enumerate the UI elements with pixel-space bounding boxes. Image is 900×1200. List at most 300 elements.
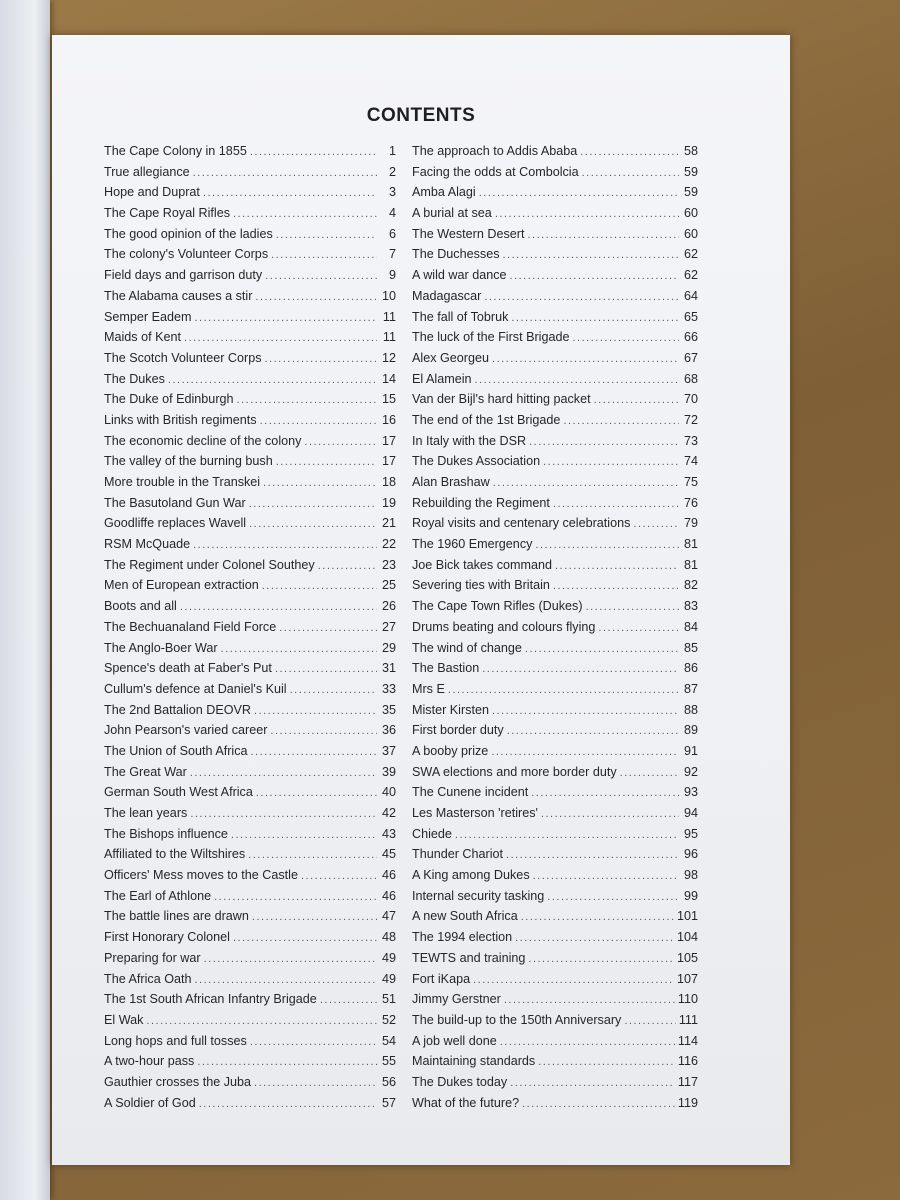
toc-entry-page: 67: [683, 350, 698, 365]
toc-entry: [412, 886, 698, 907]
toc-entry-title: The approach to Addis Ababa: [412, 144, 578, 158]
toc-entry-title: A King among Dukes: [412, 868, 530, 883]
toc-entry-page: 15: [381, 392, 396, 407]
toc-entry: [104, 1093, 396, 1114]
toc-leader-dots: [249, 494, 377, 515]
toc-entry-page: 117: [677, 1074, 698, 1089]
toc-entry-title: Mrs E: [412, 681, 445, 696]
toc-leader-dots: [275, 659, 377, 680]
toc-entry-title: The Basutoland Gun War: [104, 495, 246, 510]
toc-entry-title: A booby prize: [412, 743, 489, 758]
toc-entry: [412, 700, 698, 721]
toc-entry-page: 93: [683, 785, 698, 800]
toc-leader-dots: [251, 742, 377, 763]
toc-leader-dots: [262, 576, 377, 597]
toc-leader-dots: [455, 825, 679, 846]
toc-entry-page: 31: [381, 661, 396, 676]
toc-leader-dots: [304, 432, 377, 453]
toc-entry-title: The Cape Royal Rifles: [104, 206, 230, 221]
toc-leader-dots: [491, 742, 679, 763]
toc-entry-page: 48: [381, 930, 396, 945]
toc-leader-dots: [511, 308, 679, 329]
toc-leader-dots: [553, 576, 679, 597]
toc-leader-dots: [190, 763, 377, 784]
toc-entry: [412, 844, 698, 865]
toc-entry-title: The good opinion of the ladies: [104, 226, 273, 241]
toc-entry: [412, 307, 698, 328]
toc-entry-title: Field days and garrison duty: [104, 268, 263, 283]
toc-entry-title: The Western Desert: [412, 226, 525, 241]
toc-entry-title: The Scotch Volunteer Corps: [104, 350, 262, 365]
toc-entry-title: The Anglo-Boer War: [104, 640, 218, 655]
toc-entry: [104, 886, 396, 907]
toc-entry-title: Maintaining standards: [412, 1054, 536, 1069]
toc-leader-dots: [195, 970, 378, 991]
toc-leader-dots: [553, 494, 679, 515]
toc-entry-page: 36: [381, 723, 396, 738]
toc-entry: [412, 534, 698, 555]
toc-entry-title: The end of the 1st Brigade: [412, 412, 561, 427]
toc-entry-page: 96: [683, 847, 698, 862]
toc-entry-page: 29: [381, 640, 396, 655]
toc-leader-dots: [580, 142, 679, 163]
toc-entry: [104, 679, 396, 700]
toc-entry: [104, 906, 396, 927]
toc-entry-title: The Regiment under Colonel Southey: [104, 557, 315, 572]
toc-leader-dots: [624, 1011, 676, 1032]
toc-entry: [104, 658, 396, 679]
toc-entry-page: 101: [676, 909, 698, 924]
toc-entry-title: The 2nd Battalion DEOVR: [104, 702, 252, 717]
toc-entry: [104, 1072, 396, 1093]
toc-leader-dots: [276, 225, 377, 246]
toc-leader-dots: [263, 473, 377, 494]
toc-entry-page: 37: [381, 743, 396, 758]
toc-leader-dots: [193, 163, 377, 184]
toc-entry-page: 51: [381, 992, 396, 1007]
toc-leader-dots: [146, 1011, 377, 1032]
toc-leader-dots: [484, 287, 679, 308]
toc-leader-dots: [290, 680, 377, 701]
toc-leader-dots: [231, 825, 377, 846]
toc-entry-page: 76: [683, 495, 698, 510]
toc-entry-page: 107: [676, 971, 698, 986]
toc-entry-title: Fort iKapa: [412, 971, 471, 986]
toc-entry-title: In Italy with the DSR: [412, 433, 527, 448]
toc-leader-dots: [190, 804, 377, 825]
toc-entry: [104, 638, 396, 659]
toc-entry: [412, 327, 698, 348]
toc-entry-page: 94: [683, 806, 698, 820]
toc-leader-dots: [541, 804, 679, 825]
toc-entry-page: 75: [683, 475, 698, 489]
toc-entry: [104, 865, 396, 886]
toc-entry-title: Alan Brashaw: [412, 475, 490, 489]
toc-entry-title: Links with British regiments: [104, 412, 257, 427]
toc-entry: [104, 989, 396, 1010]
toc-leader-dots: [533, 866, 679, 887]
toc-entry-title: Preparing for war: [104, 950, 201, 965]
toc-entry-page: 4: [388, 206, 396, 221]
toc-leader-dots: [250, 1032, 377, 1053]
toc-entry-title: The colony's Volunteer Corps: [104, 247, 269, 262]
toc-entry-page: 85: [683, 640, 698, 655]
toc-entry: [104, 596, 396, 617]
toc-leader-dots: [270, 721, 377, 742]
toc-entry: [104, 1010, 396, 1031]
toc-entry-page: 119: [677, 1095, 698, 1110]
toc-entry-title: The Africa Oath: [104, 971, 192, 986]
toc-leader-dots: [504, 990, 675, 1011]
toc-entry-title: Joe Bick takes command: [412, 557, 552, 572]
toc-entry: [412, 927, 698, 948]
toc-entry: [412, 265, 698, 286]
toc-leader-dots: [473, 970, 674, 991]
toc-entry-title: The valley of the burning bush: [104, 454, 273, 469]
toc-entry-title: A wild war dance: [412, 268, 507, 283]
toc-leader-dots: [510, 1073, 675, 1094]
toc-entry: [412, 658, 698, 679]
toc-entry: [104, 1051, 396, 1072]
page-title: CONTENTS: [366, 105, 476, 126]
toc-entry-page: 35: [381, 702, 396, 717]
toc-entry-page: 12: [381, 350, 396, 365]
toc-entry-title: El Alamein: [412, 371, 472, 386]
toc-entry-title: Royal visits and centenary celebrations: [412, 516, 631, 531]
toc-leader-dots: [555, 556, 679, 577]
toc-leader-dots: [531, 783, 679, 804]
toc-column-left: [104, 141, 396, 1113]
toc-entry-title: The battle lines are drawn: [104, 909, 249, 924]
toc-entry: [104, 162, 396, 183]
toc-entry-page: 72: [683, 412, 698, 427]
toc-entry-page: 81: [683, 557, 698, 572]
toc-leader-dots: [252, 907, 377, 928]
toc-leader-dots: [633, 514, 679, 535]
toc-leader-dots: [493, 473, 679, 494]
toc-entry-page: 49: [381, 950, 396, 965]
toc-entry-page: 59: [683, 164, 698, 179]
toc-entry-title: Rebuilding the Regiment: [412, 495, 550, 510]
toc-entry: [412, 865, 698, 886]
toc-leader-dots: [529, 432, 679, 453]
toc-entry-page: 21: [381, 516, 396, 531]
toc-entry-page: 45: [381, 847, 396, 862]
toc-entry: [104, 203, 396, 224]
toc-entry-title: The Bishops influence: [104, 826, 228, 841]
toc-entry-title: What of the future?: [412, 1095, 520, 1110]
toc-entry: [104, 927, 396, 948]
toc-entry-title: Maids of Kent: [104, 330, 182, 345]
toc-leader-dots: [510, 266, 679, 287]
toc-leader-dots: [507, 721, 679, 742]
toc-entry: [412, 824, 698, 845]
toc-leader-dots: [195, 308, 378, 329]
toc-entry-page: 47: [381, 909, 396, 924]
toc-leader-dots: [203, 183, 377, 204]
toc-leader-dots: [233, 928, 377, 949]
toc-entry-title: Severing ties with Britain: [412, 578, 550, 593]
toc-entry: [412, 513, 698, 534]
toc-entry-page: 6: [388, 226, 396, 241]
toc-entry: [412, 555, 698, 576]
toc-leader-dots: [522, 1094, 675, 1115]
toc-entry-title: Chiede: [412, 826, 452, 841]
toc-leader-dots: [249, 514, 377, 535]
toc-entry: [104, 265, 396, 286]
toc-leader-dots: [482, 659, 679, 680]
toc-entry-title: Hope and Duprat: [104, 185, 200, 200]
toc-entry: [412, 389, 698, 410]
toc-entry-page: 54: [381, 1033, 396, 1048]
toc-entry: [412, 1010, 698, 1031]
toc-entry: [104, 493, 396, 514]
toc-entry-page: 17: [381, 433, 396, 448]
toc-entry-page: 1: [388, 144, 396, 158]
toc-entry-title: Facing the odds at Combolcia: [412, 164, 579, 179]
toc-leader-dots: [255, 287, 377, 308]
toc-entry: [412, 1072, 698, 1093]
toc-entry-page: 23: [381, 557, 396, 572]
toc-entry-page: 7: [388, 247, 396, 262]
toc-entry-title: Mister Kirsten: [412, 702, 489, 717]
toc-entry-page: 73: [683, 433, 698, 448]
toc-entry-title: Cullum's defence at Daniel's Kuil: [104, 681, 287, 696]
toc-entry: [412, 224, 698, 245]
toc-leader-dots: [180, 597, 377, 618]
toc-entry-page: 11: [382, 330, 396, 345]
toc-entry-title: First Honorary Colonel: [104, 930, 230, 945]
toc-leader-dots: [586, 597, 679, 618]
toc-leader-dots: [254, 1073, 377, 1094]
toc-entry-title: The 1960 Emergency: [412, 537, 533, 552]
toc-entry-page: 89: [683, 723, 698, 738]
toc-entry-page: 62: [683, 247, 698, 262]
toc-entry: [412, 575, 698, 596]
toc-entry-title: TEWTS and training: [412, 950, 526, 965]
toc-leader-dots: [250, 142, 377, 163]
toc-leader-dots: [197, 1052, 377, 1073]
toc-entry-page: 16: [381, 412, 396, 427]
toc-entry-title: Drums beating and colours flying: [412, 619, 596, 634]
toc-leader-dots: [276, 452, 377, 473]
toc-entry: [412, 1093, 698, 1114]
toc-entry-title: The Duchesses: [412, 247, 500, 262]
toc-entry: [412, 679, 698, 700]
toc-leader-dots: [620, 763, 679, 784]
toc-entry-title: The Bechuanaland Field Force: [104, 619, 277, 634]
toc-entry-page: 74: [683, 454, 698, 469]
toc-entry-title: Men of European extraction: [104, 578, 259, 593]
toc-entry: [104, 575, 396, 596]
toc-entry: [104, 389, 396, 410]
toc-entry-page: 111: [678, 1012, 698, 1027]
toc-leader-dots: [233, 204, 377, 225]
toc-entry: [412, 969, 698, 990]
toc-leader-dots: [538, 1052, 675, 1073]
toc-entry-title: Madagascar: [412, 288, 482, 303]
toc-entry: [104, 969, 396, 990]
toc-entry-title: The Cape Colony in 1855: [104, 144, 247, 158]
toc-leader-dots: [254, 701, 377, 722]
toc-entry-page: 33: [381, 681, 396, 696]
toc-entry-title: Van der Bijl's hard hitting packet: [412, 392, 591, 407]
toc-entry-title: True allegiance: [104, 164, 190, 179]
toc-entry-page: 17: [381, 454, 396, 469]
toc-entry: [104, 720, 396, 741]
toc-leader-dots: [495, 204, 679, 225]
toc-entry-title: More trouble in the Transkei: [104, 475, 261, 489]
toc-entry: [104, 244, 396, 265]
toc-entry: [104, 762, 396, 783]
toc-entry-title: The fall of Tobruk: [412, 309, 509, 324]
toc-entry: [412, 348, 698, 369]
toc-leader-dots: [301, 866, 377, 887]
toc-entry: [104, 182, 396, 203]
toc-entry-page: 91: [683, 743, 698, 758]
toc-entry-page: 99: [683, 888, 698, 903]
toc-leader-dots: [168, 370, 377, 391]
toc-entry-title: The Dukes: [104, 371, 165, 386]
toc-entry-page: 25: [381, 578, 396, 593]
toc-leader-dots: [503, 245, 680, 266]
toc-entry: [412, 762, 698, 783]
toc-entry: [104, 555, 396, 576]
toc-leader-dots: [528, 949, 674, 970]
toc-entry-page: 62: [683, 268, 698, 283]
toc-entry-page: 82: [683, 578, 698, 593]
toc-entry-page: 65: [683, 309, 698, 324]
toc-leader-dots: [248, 845, 377, 866]
toc-entry-page: 49: [381, 971, 396, 986]
toc-entry-title: Amba Alagi: [412, 185, 476, 200]
toc-entry-title: The Cunene incident: [412, 785, 529, 800]
toc-entry-title: The Earl of Athlone: [104, 888, 212, 903]
toc-entry: [412, 989, 698, 1010]
toc-entry: [412, 720, 698, 741]
toc-entry: [412, 182, 698, 203]
toc-entry-page: 3: [388, 185, 396, 200]
toc-entry-title: The 1st South African Infantry Brigade: [104, 992, 317, 1007]
toc-entry-page: 88: [683, 702, 698, 717]
toc-leader-dots: [506, 845, 679, 866]
toc-entry: [412, 162, 698, 183]
toc-entry: [412, 638, 698, 659]
toc-entry: [104, 286, 396, 307]
toc-entry-title: Semper Eadem: [104, 309, 192, 324]
toc-leader-dots: [204, 949, 377, 970]
toc-entry: [412, 369, 698, 390]
toc-entry-title: Internal security tasking: [412, 888, 545, 903]
toc-leader-dots: [535, 535, 679, 556]
toc-entry-page: 26: [381, 599, 396, 614]
toc-leader-dots: [573, 328, 680, 349]
toc-entry-title: Thunder Chariot: [412, 847, 504, 862]
toc-entry-page: 59: [683, 185, 698, 200]
toc-entry: [104, 948, 396, 969]
toc-entry-title: Long hops and full tosses: [104, 1033, 247, 1048]
toc-entry-title: Affiliated to the Wiltshires: [104, 847, 246, 862]
toc-leader-dots: [265, 349, 377, 370]
toc-leader-dots: [527, 225, 679, 246]
toc-leader-dots: [279, 618, 377, 639]
toc-entry: [412, 1051, 698, 1072]
toc-entry-page: 42: [381, 806, 396, 820]
toc-entry-page: 56: [381, 1074, 396, 1089]
toc-entry-title: A two-hour pass: [104, 1054, 195, 1069]
toc-entry: [104, 844, 396, 865]
toc-entry-page: 52: [381, 1012, 396, 1027]
toc-entry-title: SWA elections and more border duty: [412, 764, 617, 779]
toc-entry-title: Goodliffe replaces Wavell: [104, 516, 247, 531]
toc-entry-page: 10: [381, 288, 396, 303]
toc-entry: [104, 741, 396, 762]
toc-leader-dots: [521, 907, 674, 928]
toc-leader-dots: [260, 411, 377, 432]
toc-entry: [412, 782, 698, 803]
toc-entry-page: 22: [381, 537, 396, 552]
toc-entry: [412, 410, 698, 431]
toc-entry-page: 104: [676, 930, 698, 945]
toc-entry-title: Jimmy Gerstner: [412, 992, 501, 1007]
toc-leader-dots: [237, 390, 377, 411]
toc-leader-dots: [500, 1032, 675, 1053]
toc-entry: [104, 327, 396, 348]
toc-entry-page: 79: [683, 516, 698, 531]
toc-entry-title: The Cape Town Rifles (Dukes): [412, 599, 583, 614]
toc-entry-title: Spence's death at Faber's Put: [104, 661, 272, 676]
toc-entry-page: 66: [683, 330, 698, 345]
toc-entry-page: 9: [388, 268, 396, 283]
toc-entry-title: German South West Africa: [104, 785, 253, 800]
toc-entry: [104, 472, 396, 493]
toc-entry-title: Officers' Mess moves to the Castle: [104, 868, 298, 883]
toc-entry-title: Les Masterson 'retires': [412, 806, 538, 820]
toc-leader-dots: [448, 680, 679, 701]
toc-entry-page: 39: [381, 764, 396, 779]
toc-entry: [412, 203, 698, 224]
toc-entry-page: 60: [683, 226, 698, 241]
toc-entry-title: The economic decline of the colony: [104, 433, 302, 448]
toc-entry: [412, 596, 698, 617]
toc-entry-page: 114: [677, 1033, 698, 1048]
toc-entry-title: Gauthier crosses the Juba: [104, 1074, 252, 1089]
toc-entry: [104, 534, 396, 555]
toc-entry: [104, 803, 396, 824]
toc-entry: [104, 431, 396, 452]
toc-entry: [412, 141, 698, 162]
toc-leader-dots: [563, 411, 679, 432]
toc-leader-dots: [525, 639, 679, 660]
toc-entry-page: 92: [683, 764, 698, 779]
toc-entry-page: 84: [683, 619, 698, 634]
toc-leader-dots: [479, 183, 679, 204]
toc-leader-dots: [184, 328, 377, 349]
toc-entry: [104, 410, 396, 431]
toc-leader-dots: [265, 266, 377, 287]
toc-entry-title: The Great War: [104, 764, 187, 779]
toc-entry-page: 40: [381, 785, 396, 800]
toc-entry-page: 81: [683, 537, 698, 552]
toc-entry: [412, 472, 698, 493]
toc-entry: [104, 700, 396, 721]
toc-entry-title: John Pearson's varied career: [104, 723, 268, 738]
toc-leader-dots: [598, 618, 679, 639]
toc-entry-page: 58: [683, 144, 698, 158]
toc-entry-title: El Wak: [104, 1012, 144, 1027]
toc-leader-dots: [492, 701, 679, 722]
toc-entry: [412, 803, 698, 824]
